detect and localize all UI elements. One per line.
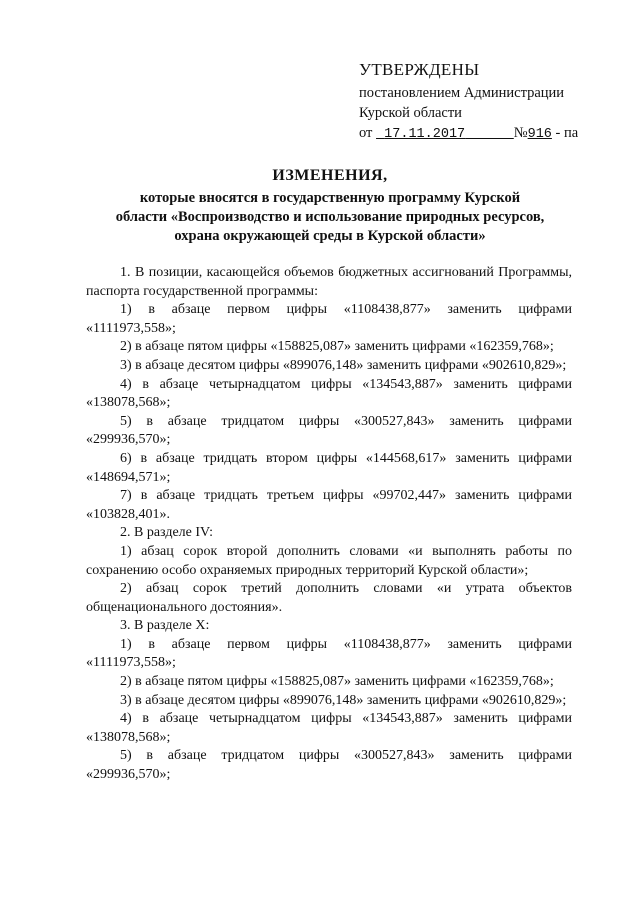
heading-line-1: которые вносятся в государственную программу Курской [139, 190, 521, 206]
approval-date-prefix: от [359, 125, 377, 141]
paragraph: 3) в абзаце десятом цифры «899076,148» заменить цифрами «902610,829»; [120, 357, 567, 373]
paragraph: 4) в абзаце четырнадцатом цифры «134543,887» заменить цифрами «138078,568»; [86, 376, 572, 411]
paragraph: 2) в абзаце пятом цифры «158825,087» заменить цифрами «162359,768»; [120, 339, 554, 355]
approval-date: 17.11.2017 [384, 127, 466, 142]
paragraph: 3) в абзаце десятом цифры «899076,148» заменить цифрами «902610,829»; [120, 692, 567, 708]
approval-line-1: постановлением Администрации [359, 85, 565, 101]
paragraph: 2) в абзаце пятом цифры «158825,087» заменить цифрами «162359,768»; [120, 674, 554, 690]
approval-title: УТВЕРЖДЕНЫ [359, 60, 480, 79]
paragraph: 5) в абзаце тридцатом цифры «300527,843» заменить цифрами «299936,570»; [86, 413, 572, 448]
heading-line-2: области «Воспроизводство и использование природных ресурсов, [115, 209, 545, 225]
paragraph: 6) в абзаце тридцать втором цифры «144568,617» заменить цифрами «148694,571»; [86, 450, 572, 485]
document-body [86, 264, 572, 785]
approval-line-2: Курской области [359, 105, 462, 121]
paragraph: 4) в абзаце четырнадцатом цифры «134543,887» заменить цифрами «138078,568»; [86, 711, 572, 745]
paragraph: 1) абзац сорок второй дополнить словами «и выполнять работы по сохранению особо охраняемых природных территорий Курской области»; [86, 543, 572, 578]
approval-stamp [359, 60, 578, 145]
paragraph: 3. В разделе X: [120, 618, 210, 634]
paragraph: 1) в абзаце первом цифры «1108438,877» заменить цифрами «1111973,558»; [86, 302, 572, 336]
paragraph: 7) в абзаце тридцать третьем цифры «99702,447» заменить цифрами «103828,401». [86, 488, 572, 522]
paragraph: 2) абзац сорок третий дополнить словами «и утрата объектов общенационального достояния». [86, 581, 572, 615]
heading-line-3: охрана окружающей среды в Курской области» [174, 228, 486, 244]
approval-number-prefix: № [513, 125, 528, 141]
paragraph: 1. В позиции, касающейся объемов бюджетных ассигнований Программы, паспорта государственной программы: [86, 265, 572, 299]
heading-title: ИЗМЕНЕНИЯ, [272, 167, 388, 184]
document-heading [80, 166, 580, 246]
approval-date-line [359, 123, 578, 145]
paragraph: 5) в абзаце тридцатом цифры «300527,843» заменить цифрами «299936,570»; [86, 748, 572, 783]
paragraph: 2. В разделе IV: [120, 525, 213, 541]
approval-number-suffix: - па [551, 125, 579, 141]
approval-number: 916 [527, 127, 552, 142]
paragraph: 1) в абзаце первом цифры «1108438,877» заменить цифрами «1111973,558»; [86, 636, 572, 671]
